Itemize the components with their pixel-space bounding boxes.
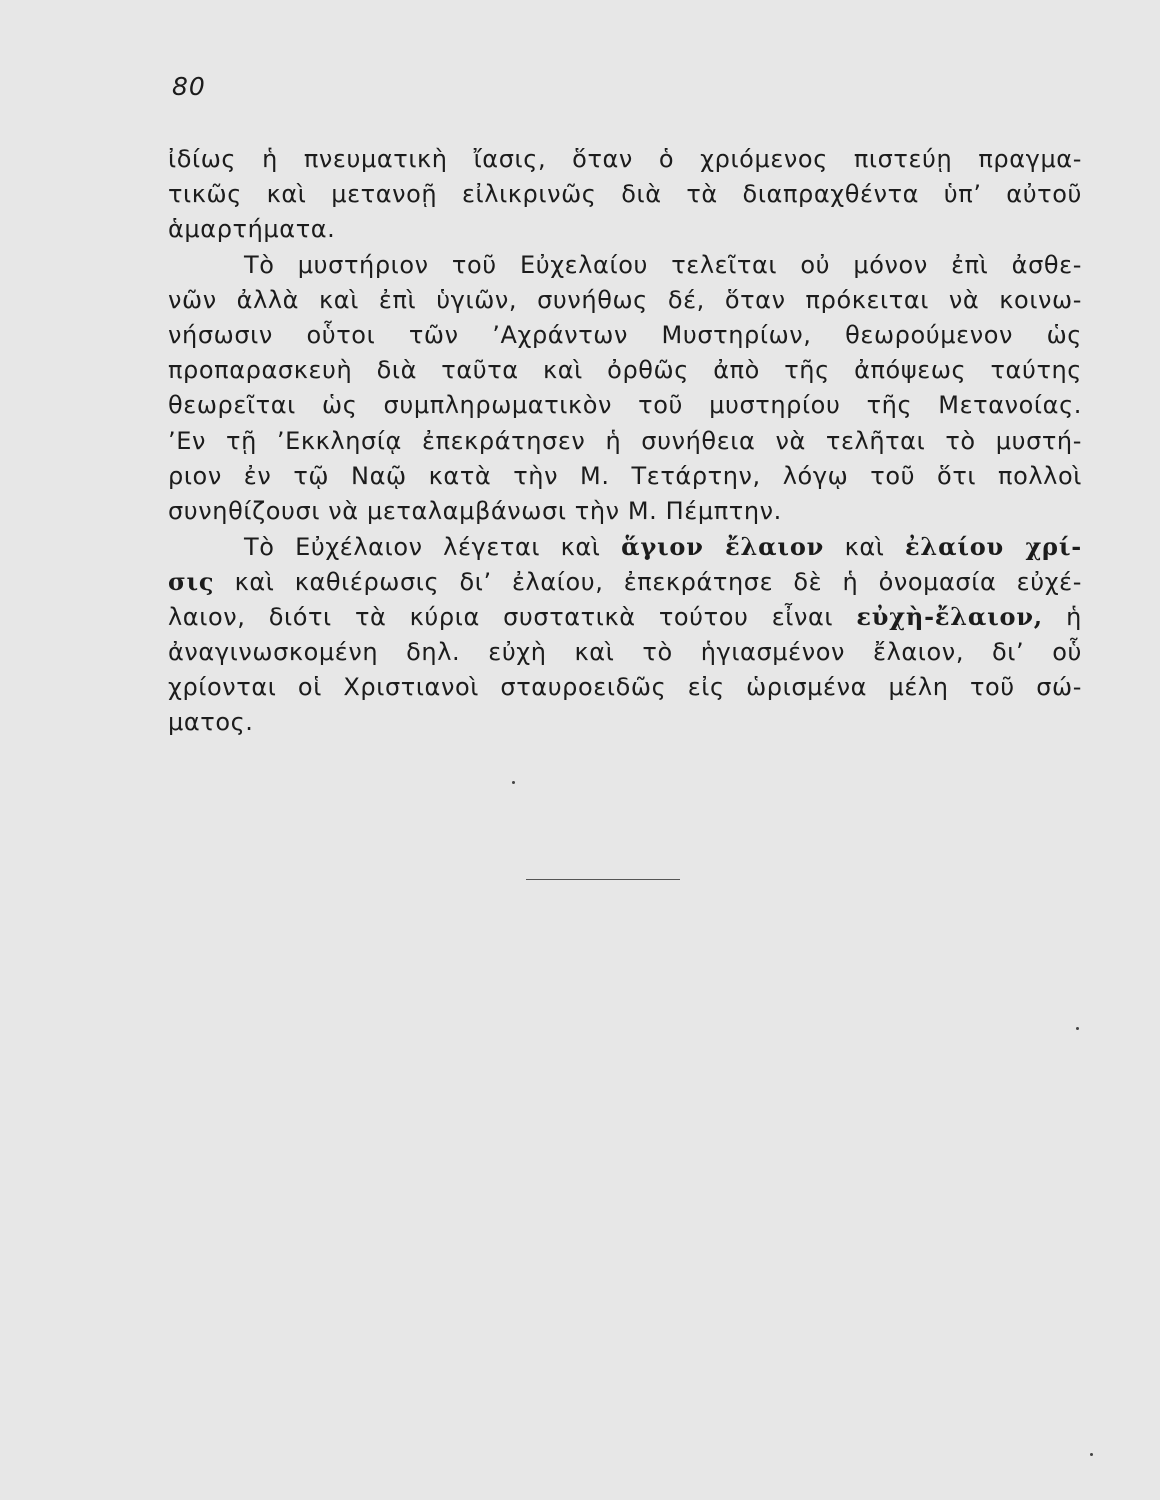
text-line: θεωρεῖται ὡς συμπληρωματικὸν τοῦ μυστηρίου τῆς Μετανοίας. bbox=[168, 391, 1082, 420]
text-line: ἁμαρτήματα. bbox=[168, 215, 336, 244]
text-run: Τὸ Εὐχέλαιον λέγεται καὶ bbox=[244, 533, 622, 562]
bold-term: ἐλαίου χρί- bbox=[905, 532, 1082, 562]
bold-term: σις bbox=[168, 567, 215, 597]
text-line: ριον ἐν τῷ Ναῷ κατὰ τὴν Μ. Τετάρτην, λόγῳ τοῦ ὅτι πολλοὶ bbox=[168, 461, 1082, 490]
text-run: ἡ bbox=[1042, 603, 1082, 632]
text-line: ἀναγινωσκομένη δηλ. εὐχὴ καὶ τὸ ἡγιασμένον ἔλαιον, δι’ οὗ bbox=[168, 637, 1082, 666]
text-line: τικῶς καὶ μετανοῇ εἰλικρινῶς διὰ τὰ διαπραχθέντα ὑπ’ αὐτοῦ bbox=[168, 180, 1082, 209]
text-run: καὶ bbox=[824, 533, 906, 562]
text-line: νῶν ἀλλὰ καὶ ἐπὶ ὑγιῶν, συνήθως δέ, ὅταν πρόκειται νὰ κοινω- bbox=[168, 285, 1082, 314]
text-run: καὶ καθιέρωσις δι’ ἐλαίου, ἐπεκράτησε δὲ ἡ ὀνομασία εὐχέ- bbox=[214, 568, 1082, 597]
page-number: 80 bbox=[172, 72, 206, 101]
scan-speck bbox=[1090, 1453, 1093, 1456]
bold-term: ἅγιον ἔλαιον bbox=[621, 532, 825, 562]
paragraph-1 bbox=[168, 142, 1082, 248]
text-line bbox=[168, 599, 1082, 634]
text-line: ’Εν τῇ ’Εκκλησίᾳ ἐπεκράτησεν ἡ συνήθεια νὰ τελῆται τὸ μυστή- bbox=[168, 426, 1082, 455]
text-line bbox=[168, 564, 1082, 599]
text-line: συνηθίζουσι νὰ μεταλαμβάνωσι τὴν Μ. Πέμπτην. bbox=[168, 496, 782, 525]
text-line: χρίονται οἱ Χριστιανοὶ σταυροειδῶς εἰς ὡρισμένα μέλη τοῦ σώ- bbox=[168, 672, 1082, 701]
bold-term: εὐχὴ-ἔλαιον, bbox=[856, 602, 1043, 632]
text-line: ματος. bbox=[168, 708, 254, 736]
scan-speck bbox=[1076, 1027, 1079, 1030]
text-line: προπαρασκευὴ διὰ ταῦτα καὶ ὀρθῶς ἀπὸ τῆς ἀπόψεως ταύτης bbox=[168, 356, 1082, 385]
scan-speck bbox=[512, 781, 515, 784]
paragraph-3 bbox=[168, 529, 1082, 740]
text-line: νήσωσιν οὗτοι τῶν ’Αχράντων Μυστηρίων, θεωρούμενον ὡς bbox=[168, 320, 1082, 349]
text-line: ἰδίως ἡ πνευματικὴ ἴασις, ὅταν ὁ χριόμενος πιστεύῃ πραγμα- bbox=[168, 145, 1082, 173]
section-divider bbox=[526, 879, 680, 880]
text-run: λαιον, διότι τὰ κύρια συστατικὰ τούτου εἶναι bbox=[168, 603, 857, 632]
text-line: Τὸ μυστήριον τοῦ Εὐχελαίου τελεῖται οὐ μόνον ἐπὶ ἀσθε- bbox=[244, 250, 1082, 279]
text-line bbox=[168, 529, 1082, 564]
body-text bbox=[168, 142, 1082, 740]
paragraph-2 bbox=[168, 248, 1082, 530]
